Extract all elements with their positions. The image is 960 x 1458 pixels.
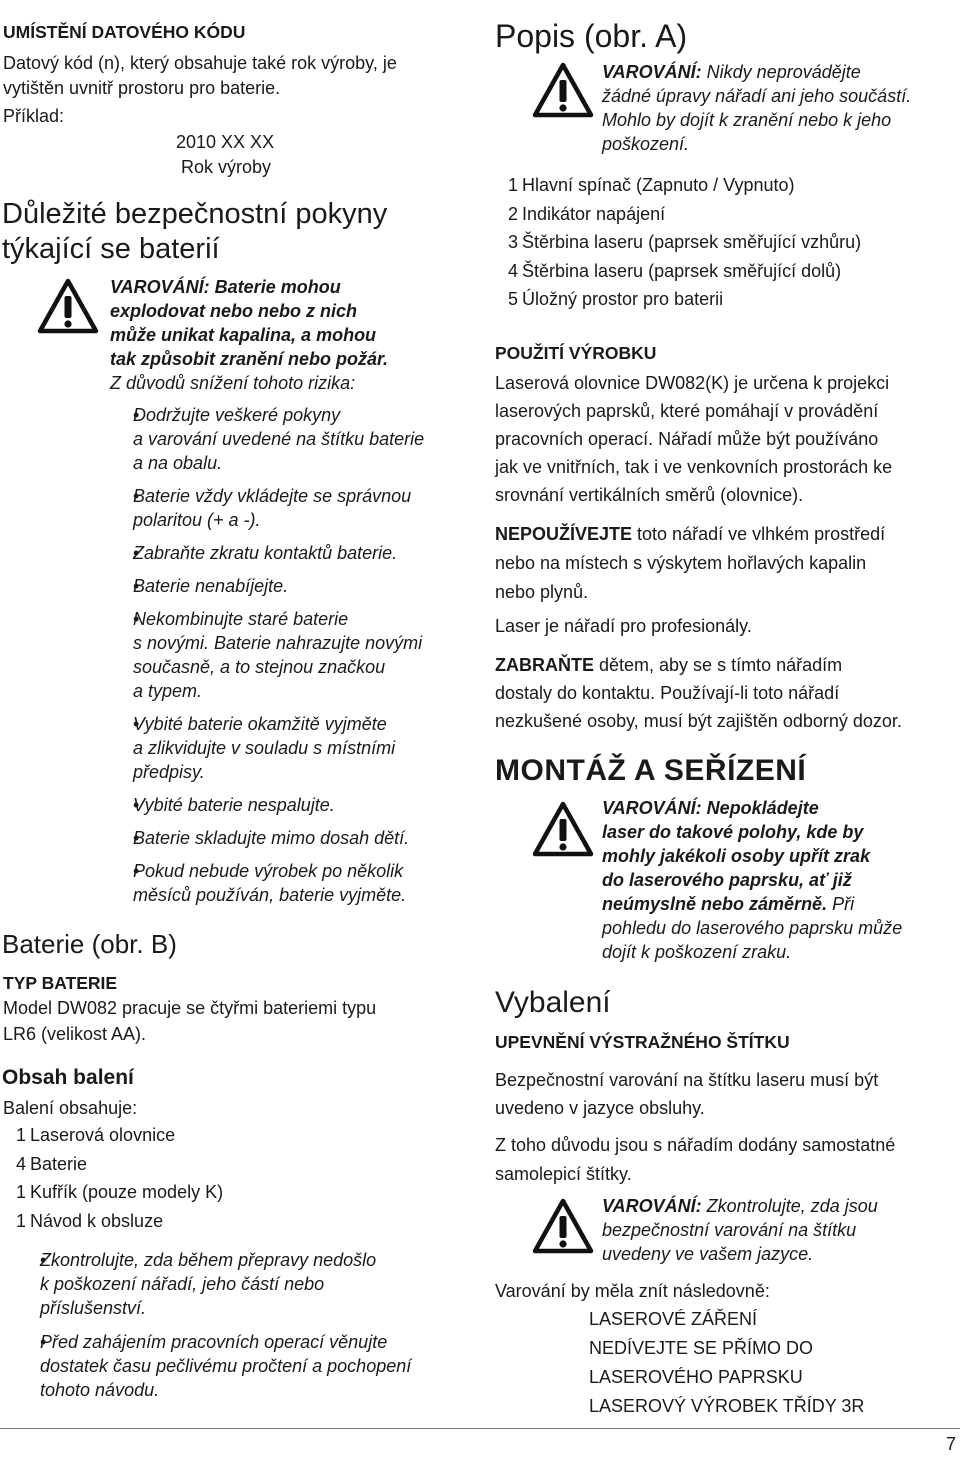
list-item: 1 Kufřík (pouze modely K)	[15, 1182, 224, 1202]
should-read-text: Varování by měla znít následovně:	[495, 1281, 770, 1301]
parts-list	[500, 171, 861, 314]
list-item: • Nekombinujte staré baterie s novými. Baterie nahrazujte novými současně, a to stejnou značkou a typem.	[106, 607, 486, 703]
product-use-text: Laserová olovnice DW082(K) je určena k projekci laserových paprsků, které pomáhají v provádění pracovních operací. Nářadí může být používáno jak ve vnitřních, tak i ve venkovních prostorách ke srovnání vertikálních směrů (olovnice).	[495, 373, 893, 505]
list-item: • Vybité baterie nespalujte.	[106, 793, 486, 817]
battery-warning-line-3: může unikat kapalina, a mohou	[110, 325, 377, 345]
page-number: 7	[945, 1434, 956, 1454]
list-item: • Baterie nenabíjejte.	[106, 574, 486, 598]
language-warning: VAROVÁNÍ: Zkontrolujte, zda jsou bezpečnostní varování na štítku uvedeny ve vašem jazyce.	[602, 1196, 878, 1264]
list-item: 2 Indikátor napájení	[507, 203, 666, 224]
safety-title-line-1: Důležité bezpečnostní pokyny	[2, 198, 388, 230]
list-item: 4 Štěrbina laseru (paprsek směřující dolů)	[507, 260, 842, 281]
list-item: • Před zahájením pracovních operací věnujte dostatek času pečlivému pročtení a pochopení tohoto návodu.	[22, 1330, 472, 1402]
list-item: 1 Návod k obsluze	[15, 1210, 164, 1231]
label-text-2: Z toho důvodu jsou s nářadím dodány samostatné samolepicí štítky.	[495, 1135, 896, 1184]
date-code-heading: UMÍSTĚNÍ DATOVÉHO KÓDU	[3, 22, 246, 42]
battery-warning-line-2: explodovat nebo nebo z nich	[110, 301, 358, 321]
battery-safety-list	[106, 403, 486, 916]
product-use-heading: POUŽITÍ VÝROBKU	[495, 343, 657, 363]
mounting-title: MONTÁŽ A SEŘÍZENÍ	[495, 754, 807, 787]
battery-warning-line-1: VAROVÁNÍ: Baterie mohou	[110, 277, 341, 297]
list-item: • Zabraňte zkratu kontaktů baterie.	[106, 541, 486, 565]
package-intro: Balení obsahuje:	[3, 1098, 138, 1118]
example-code: 2010 XX XX	[176, 132, 275, 152]
list-item: 1 Hlavní spínač (Zapnuto / Vypnuto)	[507, 175, 795, 195]
battery-warning-line-4: tak způsobit zranění nebo požár.	[110, 349, 389, 369]
battery-type-text-2: LR6 (velikost AA).	[3, 1024, 147, 1044]
list-item: 4 Baterie	[15, 1153, 88, 1174]
list-item: • Dodržujte veškeré pokyny a varování uvedené na štítku baterie a na obalu.	[106, 403, 486, 475]
warning-triangle-icon	[532, 62, 594, 118]
battery-warning-reason: Z důvodů snížení tohoto rizika:	[110, 373, 356, 393]
laser-label-text: LASEROVÉ ZÁŘENÍ NEDÍVEJTE SE PŘÍMO DO LASEROVÉHO PAPRSKU LASEROVÝ VÝROBEK TŘÍDY 3R	[589, 1309, 865, 1416]
warning-label-heading: UPEVNĚNÍ VÝSTRAŽNÉHO ŠTÍTKU	[495, 1032, 790, 1052]
date-code-text-1: Datový kód (n), který obsahuje také rok výroby, je	[3, 53, 397, 73]
list-item: • Baterie skladujte mimo dosah dětí.	[106, 826, 486, 850]
package-title: Obsah balení	[2, 1066, 134, 1089]
list-item: • Pokud nebude výrobek po několik měsíců používán, baterie vyjměte.	[106, 859, 486, 907]
example-label: Příklad:	[3, 106, 65, 126]
label-text-1: Bezpečnostní varování na štítku laseru musí být uvedeno v jazyce obsluhy.	[495, 1070, 879, 1118]
list-item: • Zkontrolujte, zda během přepravy nedošlo k poškození nářadí, jeho částí nebo příslušenství.	[22, 1248, 472, 1320]
package-list	[8, 1121, 223, 1235]
no-use-bold: NEPOUŽÍVEJTE	[495, 524, 633, 544]
list-item: • Vybité baterie okamžitě vyjměte a zlikvidujte v souladu s místními předpisy.	[106, 712, 486, 784]
safety-title-line-2: týkající se baterií	[2, 233, 220, 265]
unpacking-title: Vybalení	[495, 986, 611, 1019]
warning-triangle-icon	[532, 801, 594, 857]
list-item: 5 Úložný prostor pro baterii	[507, 289, 724, 309]
no-use-text: NEPOUŽÍVEJTE toto nářadí ve vlhkém prostředí nebo na místech s výskytem hořlavých kapalin nebo plynů.	[495, 524, 886, 602]
prevent-bold: ZABRAŇTE	[495, 655, 594, 675]
date-code-text-2: vytištěn uvnitř prostoru pro baterie.	[3, 78, 281, 98]
footer-divider	[0, 1428, 960, 1429]
battery-warning	[110, 275, 388, 395]
example-caption: Rok výroby	[181, 157, 272, 177]
warning-triangle-icon	[37, 278, 99, 334]
professional-line: Laser je nářadí pro profesionály.	[495, 616, 752, 636]
modification-warning-label: VAROVÁNÍ:	[602, 62, 702, 82]
modification-warning: VAROVÁNÍ: Nikdy neprovádějte žádné úpravy nářadí ani jeho součástí. Mohlo by dojít k zranění nebo k jeho poškození.	[602, 62, 912, 154]
list-item: 3 Štěrbina laseru (paprsek směřující vzhůru)	[507, 232, 862, 252]
battery-type-text-1: Model DW082 pracuje se čtyřmi bateriemi typu	[3, 998, 377, 1018]
description-title: Popis (obr. A)	[495, 18, 688, 54]
list-item: • Baterie vždy vkládejte se správnou polaritou (+ a -).	[106, 484, 486, 532]
check-list	[22, 1248, 472, 1402]
battery-section-title: Baterie (obr. B)	[2, 929, 177, 959]
laser-eye-warning: VAROVÁNÍ: Nepokládejte laser do takové polohy, kde by mohly jakékoli osoby upřít zrak do laserového paprsku, ať již neúmyslně nebo záměrně. Při pohledu do laserového paprsku může dojít k poškození zraku.	[602, 798, 903, 962]
battery-type-heading: TYP BATERIE	[3, 973, 118, 993]
prevent-text: ZABRAŇTE dětem, aby se s tímto nářadím dostaly do kontaktu. Používají-li toto nářadí nezkušené osoby, musí být zajištěn odborný dozor.	[495, 655, 902, 731]
warning-triangle-icon	[532, 1198, 594, 1254]
list-item: 1 Laserová olovnice	[15, 1125, 176, 1145]
language-warning-label: VAROVÁNÍ:	[602, 1196, 702, 1216]
